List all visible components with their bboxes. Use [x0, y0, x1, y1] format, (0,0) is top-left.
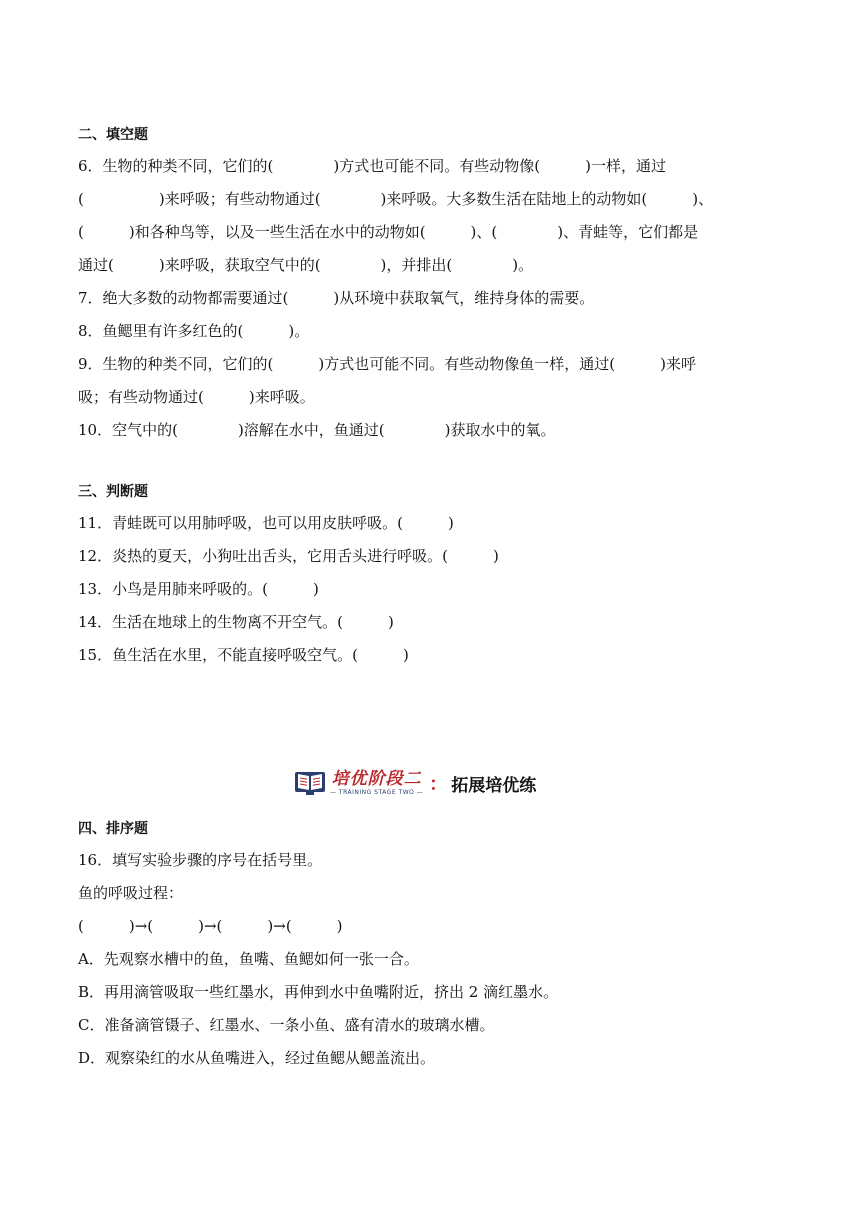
question-line: 通过( )来呼吸，获取空气中的( )，并排出( )。	[78, 256, 534, 274]
step-option: C．准备滴管镊子、红墨水、一条小鱼、盛有清水的玻璃水槽。	[78, 1016, 495, 1034]
badge-main-label: 培优阶段二	[331, 769, 422, 789]
stage-badge	[294, 765, 423, 801]
stage-banner	[294, 763, 536, 803]
question-line: 15．鱼生活在水里，不能直接呼吸空气。( )	[78, 646, 409, 664]
step-option: B．再用滴管吸取一些红墨水，再伸到水中鱼嘴附近，挤出 2 滴红墨水。	[78, 983, 559, 1001]
section-title-ordering: 四、排序题	[78, 821, 148, 837]
question-line: 7．绝大多数的动物都需要通过( )从环境中获取氧气，维持身体的需要。	[78, 289, 595, 307]
question-line: ( )和各种鸟等，以及一些生活在水中的动物如( )、( )、青蛙等，它们都是	[78, 223, 699, 241]
section-title-fill-blank: 二、填空题	[78, 127, 148, 143]
question-line: 鱼的呼吸过程：	[78, 884, 184, 902]
answer-sequence: ( )→( )→( )→( )	[78, 917, 343, 935]
question-line: 6．生物的种类不同，它们的( )方式也可能不同。有些动物像( )一样，通过	[78, 157, 666, 175]
section-title-true-false: 三、判断题	[78, 484, 148, 500]
question-line: 9．生物的种类不同，它们的( )方式也可能不同。有些动物像鱼一样，通过( )来呼	[78, 355, 696, 373]
question-line: 11．青蛙既可以用肺呼吸，也可以用皮肤呼吸。( )	[78, 514, 454, 532]
badge-text	[330, 769, 423, 797]
worksheet-upper	[78, 126, 798, 672]
question-line: 10．空气中的( )溶解在水中，鱼通过( )获取水中的氧。	[78, 421, 556, 439]
question-line: ( )来呼吸；有些动物通过( )来呼吸。大多数生活在陆地上的动物如( )、	[78, 190, 714, 208]
fill-blank-questions	[78, 150, 798, 447]
step-option: A．先观察水槽中的鱼，鱼嘴、鱼鳃如何一张一合。	[78, 950, 419, 968]
stage-title: 拓展培优练	[451, 775, 537, 796]
open-book-icon	[294, 770, 326, 796]
question-line: 吸；有些动物通过( )来呼吸。	[78, 388, 315, 406]
badge-sub-label: — TRAINING STAGE TWO —	[330, 789, 424, 796]
question-line: 12．炎热的夏天，小狗吐出舌头，它用舌头进行呼吸。( )	[78, 547, 499, 565]
worksheet-lower	[78, 820, 798, 1075]
question-line: 8．鱼鳃里有许多红色的( )。	[78, 322, 310, 340]
question-line: 14．生活在地球上的生物离不开空气。( )	[78, 613, 394, 631]
banner-colon: ：	[429, 774, 448, 795]
true-false-questions	[78, 507, 798, 672]
question-line: 16．填写实验步骤的序号在括号里。	[78, 851, 323, 869]
ordering-questions	[78, 844, 798, 1075]
step-option: D．观察染红的水从鱼嘴进入，经过鱼鳃从鳃盖流出。	[78, 1049, 436, 1067]
question-line: 13．小鸟是用肺来呼吸的。( )	[78, 580, 319, 598]
